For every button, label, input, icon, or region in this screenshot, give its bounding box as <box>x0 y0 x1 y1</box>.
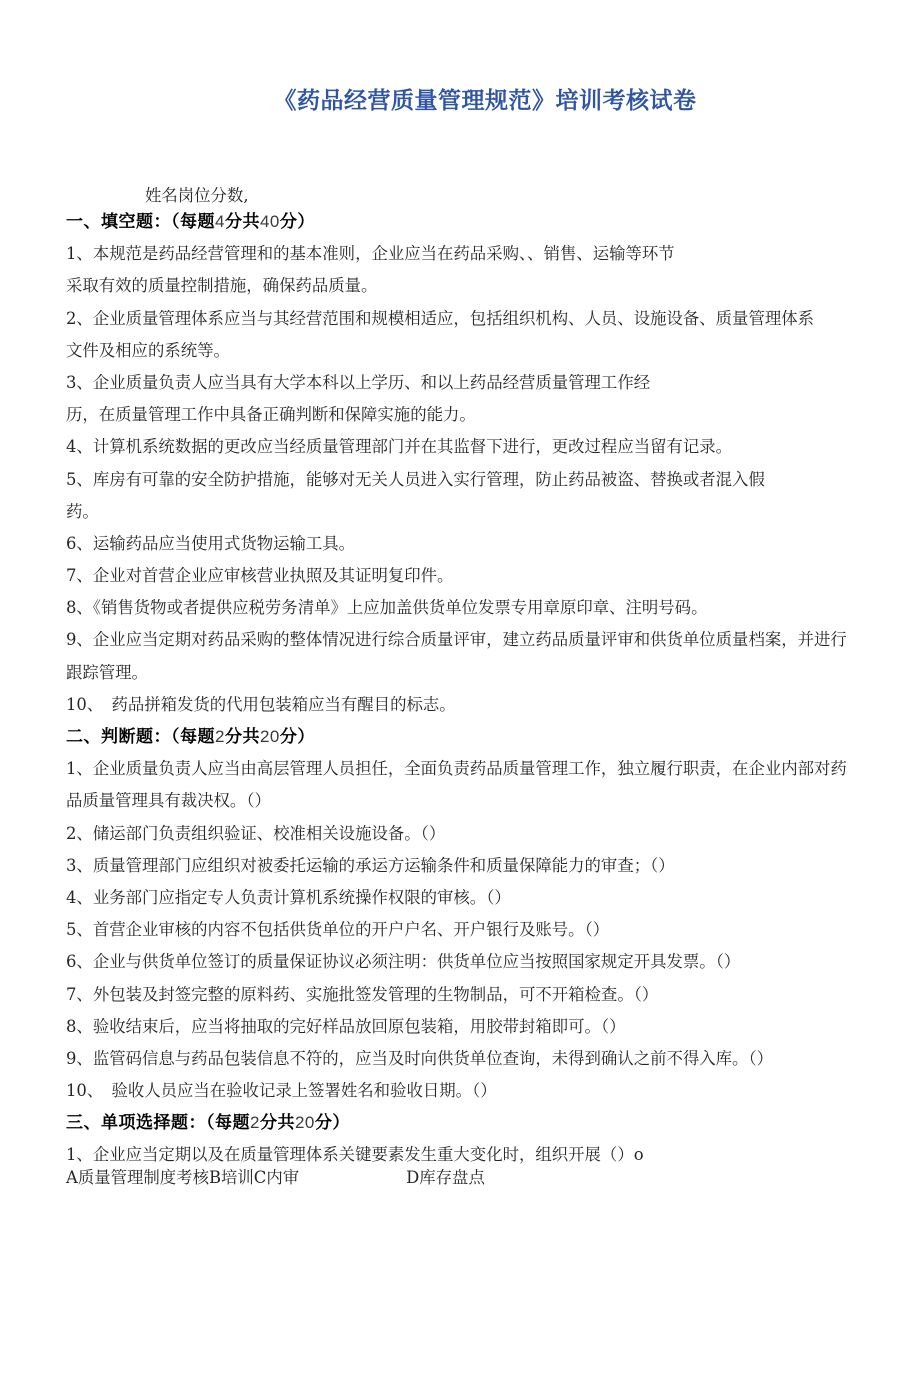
text-segment: 2、企业质量管理体系应当与其经营范围和规模相适应，包括组织机构、人员、设施设备、质量管理体系 <box>66 308 815 328</box>
text-segment: 1、企业应当定期以及在质量管理体系关键要素发生重大变化时，组织开展（）o <box>66 1145 644 1165</box>
judge-q4 <box>66 882 920 914</box>
fill-q5-line1 <box>66 464 920 496</box>
text-segment: 2、储运部门负责组织验证、校准相关设施设备。（） <box>66 823 446 843</box>
text-segment: 分） <box>314 1113 350 1133</box>
text-segment: 9、企业应当定期对药品采购的整体情况进行综合质量评审，建立药品质量评审和供货单位质量档案，并进行 <box>66 630 847 650</box>
text-segment: 分共 <box>259 1113 295 1133</box>
text-segment: 4、业务部门应指定专人负责计算机系统操作权限的审核。（） <box>66 887 511 907</box>
judge-q9 <box>66 1043 920 1075</box>
fill-q2-line1 <box>66 303 920 335</box>
text-segment: 三、单项选择题：（每题 <box>66 1113 250 1133</box>
text-segment: 一、填空题：（每题 <box>66 212 215 231</box>
text-segment: 7、企业对首营企业应审核营业执照及其证明复印件。 <box>66 566 454 586</box>
fill-q9-line1 <box>66 624 920 656</box>
section-2-heading <box>66 721 920 753</box>
option-column-gap <box>299 1182 406 1183</box>
text-segment: 分共 <box>224 727 260 746</box>
text-segment: 文件及相应的系统等。 <box>66 340 230 360</box>
section-3-heading <box>66 1107 920 1139</box>
judge-q6 <box>66 946 920 978</box>
exam-body <box>0 206 920 1194</box>
judge-q10 <box>66 1075 920 1107</box>
text-segment: 8、《销售货物或者提供应税劳务清单》上应加盖供货单位发票专用章原印章、注明号码。 <box>66 598 708 618</box>
name-position-score-line: 姓名岗位分数, <box>145 186 249 205</box>
text-segment: 10、 验收人员应当在验收记录上签署姓名和验收日期。（） <box>66 1081 497 1101</box>
fill-q7 <box>66 560 920 592</box>
text-segment: 分） <box>279 727 315 746</box>
fill-q6 <box>66 528 920 560</box>
exam-document-page <box>0 86 920 1387</box>
document-title: 《药品经营质量管理规范》培训考核试卷 <box>273 87 697 114</box>
text-segment: A质量管理制度考核B培训C内审 <box>66 1167 300 1187</box>
text-segment: 7、外包装及封签完整的原料药、实施批签发管理的生物制品，可不开箱检查。（） <box>66 984 659 1004</box>
text-segment: 3、企业质量负责人应当具有大学本科以上学历、和以上药品经营质量管理工作经 <box>66 372 651 392</box>
fill-q3-line2 <box>66 399 920 431</box>
judge-q1-line2 <box>66 785 920 817</box>
fill-q10 <box>66 689 920 721</box>
text-segment: 历，在质量管理工作中具备正确判断和保障实施的能力。 <box>66 405 476 425</box>
text-segment: 4 <box>215 212 225 231</box>
fill-q1-line2 <box>66 270 920 302</box>
text-segment: 2 <box>215 727 225 746</box>
fill-q3-line1 <box>66 367 920 399</box>
text-segment: 4、计算机系统数据的更改应当经质量管理部门并在其监督下进行，更改过程应当留有记录。 <box>66 437 733 457</box>
judge-q8 <box>66 1011 920 1043</box>
text-segment: 5、库房有可靠的安全防护措施，能够对无关人员进入实行管理，防止药品被盗、替换或者混入假 <box>66 469 765 489</box>
text-segment: 6、运输药品应当使用式货物运输工具。 <box>66 533 356 553</box>
text-segment: 20 <box>294 1113 315 1133</box>
fill-q4 <box>66 431 920 463</box>
judge-q7 <box>66 979 920 1011</box>
text-segment: 1、企业质量负责人应当由高层管理人员担任，全面负责药品质量管理工作，独立履行职责，在企业内部对药 <box>66 759 847 779</box>
text-segment: 跟踪管理。 <box>66 662 148 682</box>
text-segment: 40 <box>259 212 280 231</box>
fill-q1-line1 <box>66 238 920 270</box>
text-segment: 3、质量管理部门应组织对被委托运输的承运方运输条件和质量保障能力的审查；（） <box>66 855 675 875</box>
judge-q2 <box>66 818 920 850</box>
text-segment: 药。 <box>66 501 99 521</box>
text-segment: 8、验收结束后，应当将抽取的完好样品放回原包装箱，用胶带封箱即可。（） <box>66 1016 626 1036</box>
fill-q2-line2 <box>66 335 920 367</box>
text-segment: 6、企业与供货单位签订的质量保证协议必须注明：供货单位应当按照国家规定开具发票。（） <box>66 952 741 972</box>
text-segment: 品质量管理具有裁决权。（） <box>66 791 271 811</box>
text-segment: 二、判断题：（每题 <box>66 727 215 746</box>
text-segment: 分） <box>279 212 315 231</box>
judge-q5 <box>66 914 920 946</box>
text-segment: 9、监管码信息与药品包装信息不符的，应当及时向供货单位查询，未得到确认之前不得入库。（） <box>66 1048 774 1068</box>
section-1-heading <box>66 206 920 238</box>
fill-q8 <box>66 592 920 624</box>
text-segment: 1、本规范是药品经营管理和的基本准则，企业应当在药品采购、、销售、运输等环节 <box>66 244 675 264</box>
fill-q5-line2 <box>66 496 920 528</box>
text-segment: D库存盘点 <box>406 1167 485 1187</box>
text-segment: 10、 药品拼箱发货的代用包装箱应当有醒目的标志。 <box>66 694 456 714</box>
text-segment: 5、首营企业审核的内容不包括供货单位的开户户名、开户银行及账号。（） <box>66 920 610 940</box>
text-segment: 采取有效的质量控制措施，确保药品质量。 <box>66 276 378 296</box>
text-segment: 分共 <box>224 212 260 231</box>
fill-q9-line2 <box>66 657 920 689</box>
text-segment: 20 <box>259 727 280 746</box>
judge-q1-line1 <box>66 753 920 785</box>
text-segment: 2 <box>250 1113 260 1133</box>
judge-q3 <box>66 850 920 882</box>
